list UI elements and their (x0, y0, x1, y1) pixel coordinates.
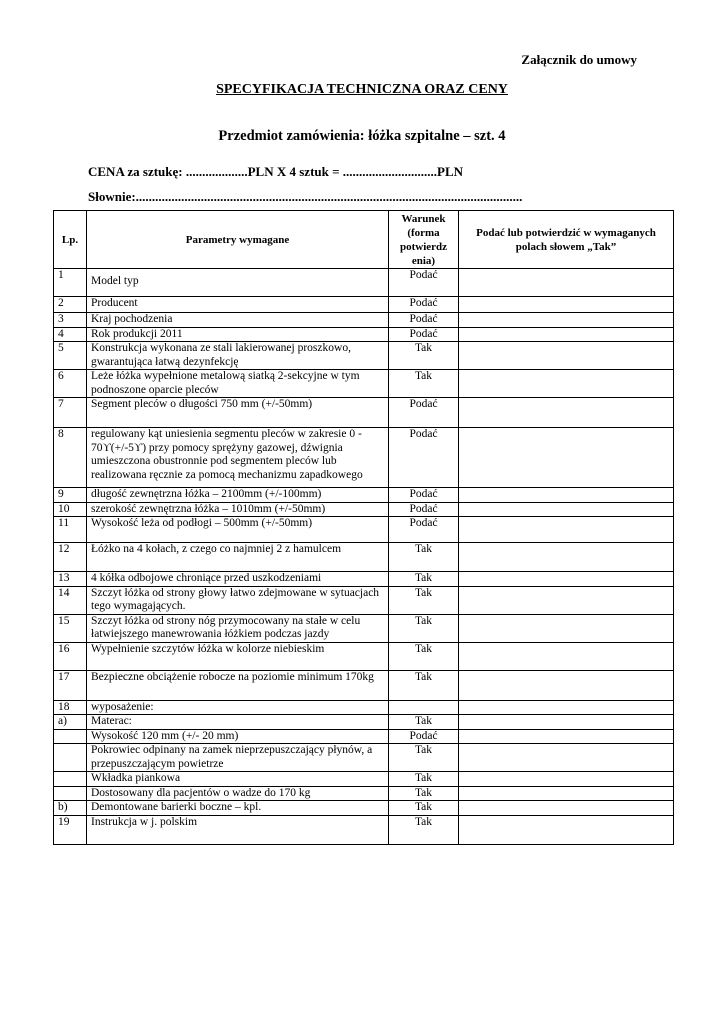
row-condition: Tak (389, 815, 459, 844)
row-condition: Podać (389, 428, 459, 488)
row-parameter: wyposażenie: (87, 700, 389, 715)
row-lp: a) (54, 715, 87, 730)
row-parameter: Łóżko na 4 kołach, z czego co najmniej 2 z hamulcem (87, 543, 389, 572)
table-row (54, 297, 674, 313)
table-row (54, 572, 674, 587)
row-parameter: regulowany kąt uniesienia segmentu pleców w zakresie 0 - 70ϒ(+/-5ϒ) przy pomocy sprężyny gazowej, dźwignia umieszczona obustronnie pod segmentem pleców lub realizowana ręcznie za pomocą mechanizmu zapadkowego (87, 428, 389, 488)
row-condition: Tak (389, 801, 459, 816)
row-condition: Podać (389, 327, 459, 342)
row-condition: Tak (389, 744, 459, 772)
row-parameter: Producent (87, 297, 389, 313)
table-row (54, 428, 674, 488)
table-row (54, 269, 674, 297)
price-line: CENA za sztukę: ...................PLN X 4 sztuk = .............................PLN (88, 164, 464, 179)
row-parameter: Leże łóżka wypełnione metalową siatką 2-sekcyjne w tym podnoszone oparcie pleców (87, 370, 389, 398)
row-answer-cell[interactable] (459, 327, 674, 342)
table-row (54, 313, 674, 328)
row-lp: 5 (54, 342, 87, 370)
table-row (54, 398, 674, 428)
row-condition: Podać (389, 398, 459, 428)
table-row (54, 370, 674, 398)
table-row (54, 772, 674, 787)
table-row (54, 614, 674, 642)
row-parameter: Wysokość 120 mm (+/- 20 mm) (87, 729, 389, 744)
table-row (54, 715, 674, 730)
row-lp: 11 (54, 517, 87, 543)
row-lp: 13 (54, 572, 87, 587)
row-lp (54, 772, 87, 787)
row-answer-cell[interactable] (459, 297, 674, 313)
specification-table (53, 210, 674, 845)
row-answer-cell[interactable] (459, 586, 674, 614)
table-row (54, 586, 674, 614)
row-parameter: Rok produkcji 2011 (87, 327, 389, 342)
row-answer-cell[interactable] (459, 614, 674, 642)
row-answer-cell[interactable] (459, 815, 674, 844)
header-confirm: Podać lub potwierdzić w wymaganych polach słowem „Tak” (459, 211, 674, 269)
row-condition (389, 700, 459, 715)
row-parameter: szerokość zewnętrzna łóżka – 1010mm (+/-50mm) (87, 502, 389, 517)
table-row (54, 327, 674, 342)
row-answer-cell[interactable] (459, 670, 674, 700)
row-condition: Podać (389, 313, 459, 328)
row-lp: 12 (54, 543, 87, 572)
row-lp (54, 744, 87, 772)
row-condition: Tak (389, 370, 459, 398)
row-parameter: Bezpieczne obciążenie robocze na poziomie minimum 170kg (87, 670, 389, 700)
row-condition: Tak (389, 543, 459, 572)
row-lp: 4 (54, 327, 87, 342)
row-answer-cell[interactable] (459, 642, 674, 670)
row-lp: 1 (54, 269, 87, 297)
row-parameter: Materac: (87, 715, 389, 730)
header-parameters: Parametry wymagane (87, 211, 389, 269)
row-condition: Tak (389, 772, 459, 787)
row-parameter: Konstrukcja wykonana ze stali lakierowanej proszkowo, gwarantująca łatwą dezynfekcję (87, 342, 389, 370)
row-parameter: Pokrowiec odpinany na zamek nieprzepuszczający płynów, a przepuszczającym powietrze (87, 744, 389, 772)
document-title: SPECYFIKACJA TECHNICZNA ORAZ CENY (216, 82, 508, 97)
row-answer-cell[interactable] (459, 398, 674, 428)
row-parameter: 4 kółka odbojowe chroniące przed uszkodzeniami (87, 572, 389, 587)
row-parameter: Wkładka piankowa (87, 772, 389, 787)
row-answer-cell[interactable] (459, 313, 674, 328)
row-lp: 10 (54, 502, 87, 517)
row-condition: Tak (389, 642, 459, 670)
table-row (54, 815, 674, 844)
table-row (54, 543, 674, 572)
table-row (54, 488, 674, 503)
row-condition: Podać (389, 488, 459, 503)
row-parameter: Szczyt łóżka od strony nóg przymocowany na stałe w celu łatwiejszego manewrowania łóżkiem podczas jazdy (87, 614, 389, 642)
row-answer-cell[interactable] (459, 370, 674, 398)
row-lp: 2 (54, 297, 87, 313)
table-row (54, 502, 674, 517)
row-condition: Podać (389, 297, 459, 313)
row-condition: Tak (389, 572, 459, 587)
row-parameter: Szczyt łóżka od strony głowy łatwo zdejmowane w sytuacjach tego wymagających. (87, 586, 389, 614)
order-subject: Przedmiot zamówienia: łóżka szpitalne – szt. 4 (218, 128, 506, 144)
row-parameter: Instrukcja w j. polskim (87, 815, 389, 844)
table-header-row (54, 211, 674, 269)
row-answer-cell[interactable] (459, 342, 674, 370)
row-condition: Tak (389, 715, 459, 730)
row-condition: Tak (389, 614, 459, 642)
row-parameter: Model typ (87, 269, 389, 297)
row-answer-cell[interactable] (459, 700, 674, 715)
row-condition: Podać (389, 269, 459, 297)
table-row (54, 670, 674, 700)
row-answer-cell[interactable] (459, 715, 674, 730)
row-answer-cell[interactable] (459, 744, 674, 772)
row-lp: 18 (54, 700, 87, 715)
table-row (54, 700, 674, 715)
row-lp (54, 786, 87, 801)
price-in-words-line: Słownie:....................................................................................................................... (88, 189, 523, 204)
row-condition: Tak (389, 670, 459, 700)
row-answer-cell[interactable] (459, 428, 674, 488)
row-answer-cell[interactable] (459, 517, 674, 543)
row-lp: 7 (54, 398, 87, 428)
row-lp: 15 (54, 614, 87, 642)
row-lp: 3 (54, 313, 87, 328)
annex-label: Załącznik do umowy (521, 52, 637, 67)
row-condition: Podać (389, 729, 459, 744)
row-lp: 8 (54, 428, 87, 488)
row-condition: Tak (389, 342, 459, 370)
row-answer-cell[interactable] (459, 543, 674, 572)
row-parameter: długość zewnętrzna łóżka – 2100mm (+/-100mm) (87, 488, 389, 503)
row-condition: Tak (389, 786, 459, 801)
row-answer-cell[interactable] (459, 772, 674, 787)
table-row (54, 642, 674, 670)
row-answer-cell[interactable] (459, 801, 674, 816)
row-parameter: Segment pleców o długości 750 mm (+/-50mm) (87, 398, 389, 428)
header-condition: Warunek (forma potwierdz enia) (389, 211, 459, 269)
row-answer-cell[interactable] (459, 786, 674, 801)
row-parameter: Kraj pochodzenia (87, 313, 389, 328)
row-lp: 16 (54, 642, 87, 670)
row-parameter: Wypełnienie szczytów łóżka w kolorze niebieskim (87, 642, 389, 670)
header-lp: Lp. (54, 211, 87, 269)
table-row (54, 517, 674, 543)
row-answer-cell[interactable] (459, 729, 674, 744)
row-lp (54, 729, 87, 744)
row-answer-cell[interactable] (459, 502, 674, 517)
row-condition: Tak (389, 586, 459, 614)
table-row (54, 342, 674, 370)
row-lp: b) (54, 801, 87, 816)
row-lp: 17 (54, 670, 87, 700)
row-condition: Podać (389, 502, 459, 517)
table-row (54, 729, 674, 744)
row-answer-cell[interactable] (459, 572, 674, 587)
table-row (54, 744, 674, 772)
table-row (54, 801, 674, 816)
table-row (54, 786, 674, 801)
row-answer-cell[interactable] (459, 488, 674, 503)
row-lp: 14 (54, 586, 87, 614)
row-answer-cell[interactable] (459, 269, 674, 297)
row-lp: 6 (54, 370, 87, 398)
row-condition: Podać (389, 517, 459, 543)
row-lp: 9 (54, 488, 87, 503)
row-parameter: Dostosowany dla pacjentów o wadze do 170 kg (87, 786, 389, 801)
row-lp: 19 (54, 815, 87, 844)
row-parameter: Wysokość leża od podłogi – 500mm (+/-50mm) (87, 517, 389, 543)
row-parameter: Demontowane barierki boczne – kpl. (87, 801, 389, 816)
